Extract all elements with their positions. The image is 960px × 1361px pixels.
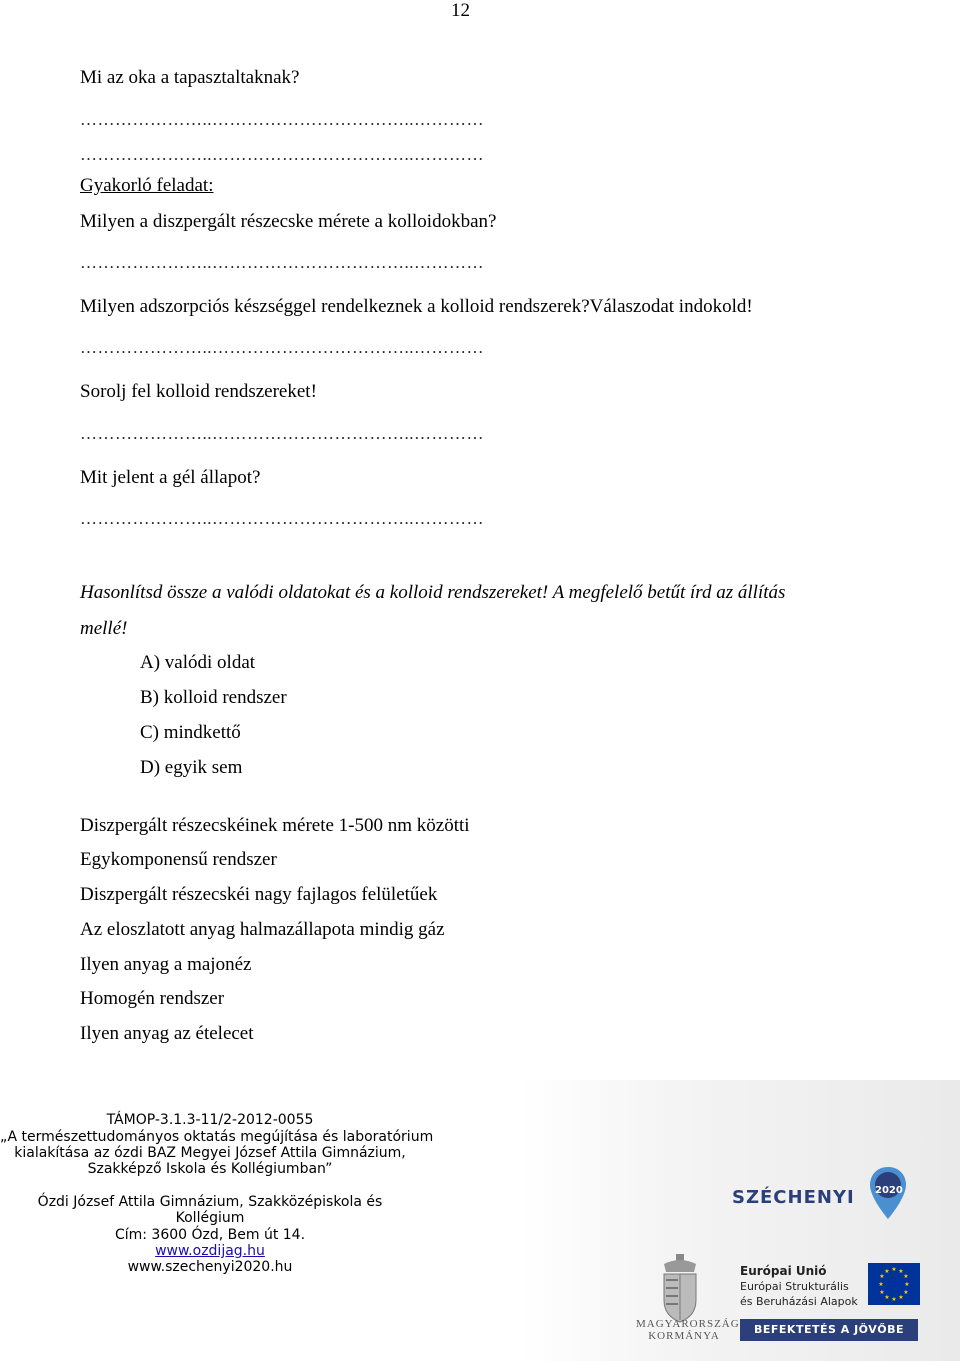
answer-dots-line: …………………..……………………………..………… <box>80 110 484 129</box>
statement: Ilyen anyag az ételecet <box>80 1023 254 1044</box>
option-d: D) egyik sem <box>140 757 243 778</box>
page-number: 12 <box>451 0 470 21</box>
svg-text:★: ★ <box>891 1296 897 1303</box>
question-3: Milyen adszorpciós készséggel rendelkeznek a kolloid rendszerek?Válaszodat indokold! <box>80 296 753 317</box>
compare-instruction: Hasonlítsd össze a valódi oldatokat és a kolloid rendszereket! A megfelelő betűt írd az állítás <box>80 582 786 603</box>
szechenyi-2020-logo <box>732 1165 912 1235</box>
svg-text:★: ★ <box>879 1289 885 1296</box>
statement: Diszpergált részecskéi nagy fajlagos felületűek <box>80 884 438 905</box>
project-code: TÁMOP-3.1.3-11/2-2012-0055 <box>106 1112 314 1128</box>
eu-subtitle: Európai Strukturális <box>740 1280 849 1293</box>
svg-text:★: ★ <box>891 1266 897 1273</box>
statement: Diszpergált részecskéinek mérete 1-500 nm közötti <box>80 815 470 836</box>
question-4: Sorolj fel kolloid rendszereket! <box>80 381 317 402</box>
eu-funds-label <box>740 1264 858 1309</box>
question-1: Mi az oka a tapasztaltaknak? <box>80 67 300 88</box>
school-address: Cím: 3600 Ózd, Bem út 14. <box>114 1227 306 1243</box>
statement: Homogén rendszer <box>80 988 225 1009</box>
link-wrapper <box>0 1243 420 1259</box>
statement: Ilyen anyag a majonéz <box>80 954 252 975</box>
eu-title: Európai Unió <box>740 1264 827 1278</box>
svg-text:★: ★ <box>903 1273 909 1280</box>
answer-dots-line: …………………..……………………………..………… <box>80 509 484 528</box>
answer-dots-line: …………………..……………………………..………… <box>80 338 484 357</box>
svg-text:★: ★ <box>878 1281 884 1288</box>
answer-dots-line: …………………..……………………………..………… <box>80 424 484 443</box>
government-line-1: MAGYARORSZÁG <box>636 1318 740 1330</box>
project-title: Szakképző Iskola és Kollégiumban” <box>87 1161 333 1177</box>
svg-text:★: ★ <box>884 1294 890 1301</box>
option-b: B) kolloid rendszer <box>140 687 287 708</box>
statement: Egykomponensű rendszer <box>80 849 277 870</box>
exercise-title: Gyakorló feladat: <box>80 175 214 196</box>
option-a: A) valódi oldat <box>140 652 256 673</box>
svg-text:★: ★ <box>898 1268 904 1275</box>
szechenyi-year: 2020 <box>875 1185 903 1196</box>
question-2: Milyen a diszpergált részecske mérete a kolloidokban? <box>80 211 497 232</box>
compare-instruction-cont: mellé! <box>80 618 128 639</box>
school-name: Kollégium <box>175 1210 245 1226</box>
answer-dots-line: …………………..……………………………..………… <box>80 145 484 164</box>
project-title: „A természettudományos oktatás megújítása és laboratórium <box>0 1129 434 1145</box>
svg-text:★: ★ <box>884 1268 890 1275</box>
svg-text:★: ★ <box>904 1281 910 1288</box>
option-c: C) mindkettő <box>140 722 241 743</box>
svg-text:★: ★ <box>898 1294 904 1301</box>
svg-text:★: ★ <box>903 1289 909 1296</box>
school-website-link[interactable]: www.ozdijag.hu <box>155 1243 265 1259</box>
svg-text:★: ★ <box>879 1273 885 1280</box>
eu-subtitle: és Beruházási Alapok <box>740 1295 858 1308</box>
szechenyi-website[interactable]: www.szechenyi2020.hu <box>127 1259 293 1275</box>
invest-in-future-banner: BEFEKTETÉS A JÖVŐBE <box>740 1319 918 1341</box>
school-name: Ózdi József Attila Gimnázium, Szakközépiskola és <box>37 1194 383 1210</box>
szechenyi-wordmark: SZÉCHENYI <box>732 1187 855 1208</box>
eu-flag-icon <box>868 1263 920 1305</box>
statement: Az eloszlatott anyag halmazállapota mindig gáz <box>80 919 445 940</box>
question-5: Mit jelent a gél állapot? <box>80 467 261 488</box>
answer-dots-line: …………………..……………………………..………… <box>80 253 484 272</box>
government-label <box>636 1318 740 1342</box>
government-line-2: KORMÁNYA <box>648 1330 720 1342</box>
project-title: kialakítása az ózdi BAZ Megyei József Attila Gimnázium, <box>14 1145 406 1161</box>
